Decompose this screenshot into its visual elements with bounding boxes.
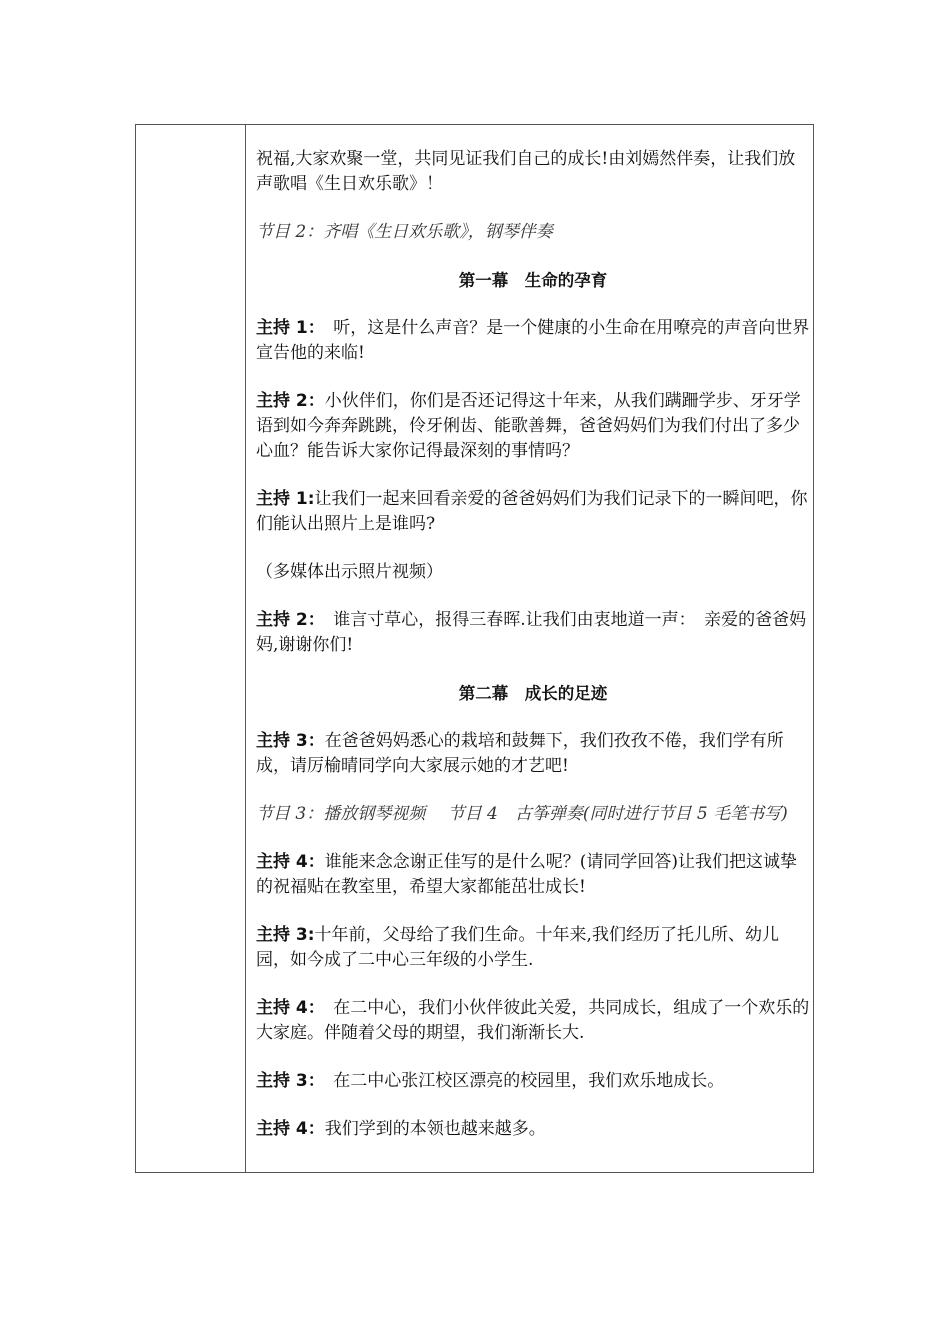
document-table (135, 124, 814, 1173)
dialog-text: 听，这是什么声音？是一个健康的小生命在用嘹亮的声音向世界宣告他的来临! (256, 318, 810, 363)
host-3-line (256, 923, 810, 973)
host-4-line (256, 996, 810, 1046)
dialog-text: 谁言寸草心，报得三春晖.让我们由衷地道一声： 亲爱的爸爸妈妈,谢谢你们! (256, 610, 807, 655)
intro-text: 祝福,大家欢聚一堂，共同见证我们自己的成长!由刘嫣然伴奏，让我们放声歌唱《生日欢乐歌》！ (256, 149, 796, 194)
host-1-line (256, 316, 810, 366)
dialog-text: 在二中心，我们小伙伴彼此关爱，共同成长，组成了一个欢乐的大家庭。伴随着父母的期望，我们渐渐长大. (256, 998, 810, 1043)
host-2-line (256, 389, 810, 464)
speaker-label: 主持 4： (256, 1119, 325, 1139)
dialog-text: 谁能来念念谢正佳写的是什么呢？(请同学回答)让我们把这诚挚的祝福贴在教室里，希望大家都能茁壮成长! (256, 852, 798, 897)
act-1-heading: 第一幕 生命的孕育 (458, 271, 608, 290)
host-2-line (256, 608, 810, 658)
act-2-heading: 第二幕 成长的足迹 (458, 684, 608, 703)
speaker-label: 主持 3: (256, 925, 315, 945)
speaker-label: 主持 3： (256, 731, 325, 751)
table-content-cell (256, 147, 810, 1165)
speaker-label: 主持 4： (256, 998, 317, 1018)
host-4-line (256, 850, 810, 900)
speaker-label: 主持 4： (256, 852, 325, 872)
program-2-note: 节目 2：齐唱《生日欢乐歌》，钢琴伴奏 (256, 222, 553, 242)
host-3-line (256, 1069, 810, 1094)
speaker-label: 主持 2： (256, 610, 317, 630)
speaker-label: 主持 1： (256, 318, 317, 338)
speaker-label: 主持 1: (256, 489, 315, 509)
dialog-text: 让我们一起来回看亲爱的爸爸妈妈们为我们记录下的一瞬间吧，你们能认出照片上是谁吗? (256, 489, 808, 534)
dialog-text: 我们学到的本领也越来越多。 (324, 1119, 546, 1139)
host-1-line (256, 487, 810, 537)
host-3-line (256, 729, 810, 779)
speaker-label: 主持 2： (256, 391, 325, 411)
host-4-line (256, 1117, 810, 1142)
dialog-text: 小伙伴们，你们是否还记得这十年来，从我们蹒跚学步、牙牙学语到如今奔奔跳跳，伶牙俐齿、能歌善舞，爸爸妈妈们为我们付出了多少心血？能告诉大家你记得最深刻的事情吗？ (256, 391, 801, 461)
multimedia-note: （多媒体出示照片视频） (256, 562, 443, 582)
table-left-column (136, 125, 246, 1172)
program-3-4-5-note: 节目 3：播放钢琴视频 节目 4 古筝弹奏(同时进行节目 5 毛笔书写) (256, 804, 788, 824)
dialog-text: 在爸爸妈妈悉心的栽培和鼓舞下，我们孜孜不倦，我们学有所成，请厉榆晴同学向大家展示她的才艺吧! (256, 731, 784, 776)
speaker-label: 主持 3： (256, 1071, 317, 1091)
dialog-text: 十年前，父母给了我们生命。十年来,我们经历了托儿所、幼儿园，如今成了二中心三年级的小学生. (256, 925, 779, 970)
dialog-text: 在二中心张江校区漂亮的校园里，我们欢乐地成长。 (316, 1071, 725, 1091)
